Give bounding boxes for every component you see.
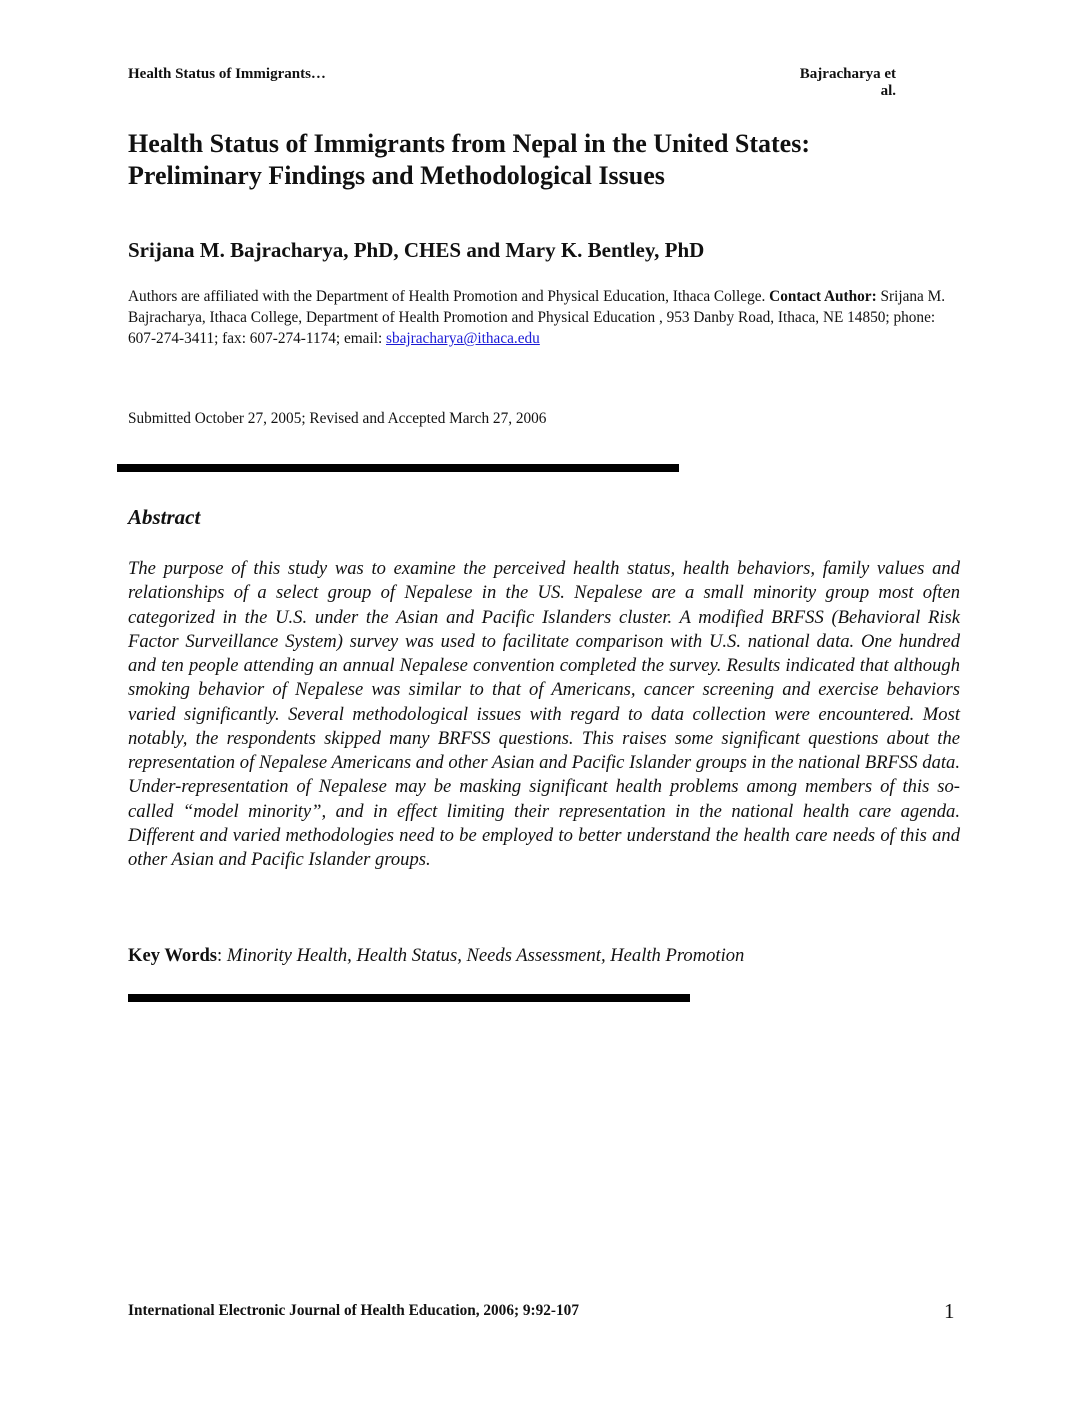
affiliation-block <box>128 286 958 349</box>
abstract-body: The purpose of this study was to examine the perceived health status, health behaviors, family values and relationships of a select group of Nepalese in the US. Nepalese are a small minority group most often categorized in the U.S. under the Asian and Pacific Islanders cluster. A modified BRFSS (Behavioral Risk Factor Surveillance System) survey was used to facilitate comparison with U.S. national data. One hundred and ten people attending an annual Nepalese convention completed the survey. Results indicated that although smoking behavior of Nepalese was similar to that of Americans, cancer screening and exercise behaviors varied significantly. Several methodological issues with regard to data collection were encountered. Most notably, the respondents skipped many BRFSS questions. This raises some significant questions about the representation of Nepalese Americans and other Asian and Pacific Islander groups in the national BRFSS data. Under-representation of Nepalese may be masking significant health problems among members of this so-called “model minority”, and in effect limiting their representation in the national health care agenda. Different and varied methodologies need to be employed to better understand the health care needs of this and other Asian and Pacific Islander groups. <box>128 558 960 870</box>
contact-author-label: Contact Author: <box>769 288 877 305</box>
paper-title-line2: Preliminary Findings and Methodological Issues <box>128 161 665 190</box>
page-number: 1 <box>944 1299 955 1323</box>
journal-citation-footer: International Electronic Journal of Health Education, 2006; 9:92-107 <box>128 1302 579 1319</box>
keywords-separator: : <box>217 945 223 966</box>
section-divider-top <box>117 464 679 472</box>
affiliation-text: Authors are affiliated with the Department of Health Promotion and Physical Education, Ithaca College. <box>128 288 766 305</box>
running-header-authors: Bajracharya et al. <box>799 66 896 99</box>
email-link[interactable]: sbajracharya@ithaca.edu <box>386 330 540 347</box>
abstract-heading: Abstract <box>128 505 201 529</box>
paper-title-line1: Health Status of Immigrants from Nepal in the United States: <box>128 129 810 158</box>
keywords-label: Key Words <box>128 945 218 966</box>
keywords-line <box>128 945 744 967</box>
submission-dates: Submitted October 27, 2005; Revised and Accepted March 27, 2006 <box>128 410 547 427</box>
paper-title <box>128 128 958 192</box>
contact-author-details: Srijana M. Bajracharya, Ithaca College, Department of Health Promotion and Physical Education , 953 Danby Road, Ithaca, NE 14850; phone: 607-274-3411; fax: 607-274-1174; email: <box>128 288 946 347</box>
running-header-title: Health Status of Immigrants… <box>128 66 326 82</box>
author-list: Srijana M. Bajracharya, PhD, CHES and Mary K. Bentley, PhD <box>128 238 705 262</box>
keywords-values: Minority Health, Health Status, Needs Assessment, Health Promotion <box>226 945 745 966</box>
section-divider-bottom <box>128 994 690 1002</box>
